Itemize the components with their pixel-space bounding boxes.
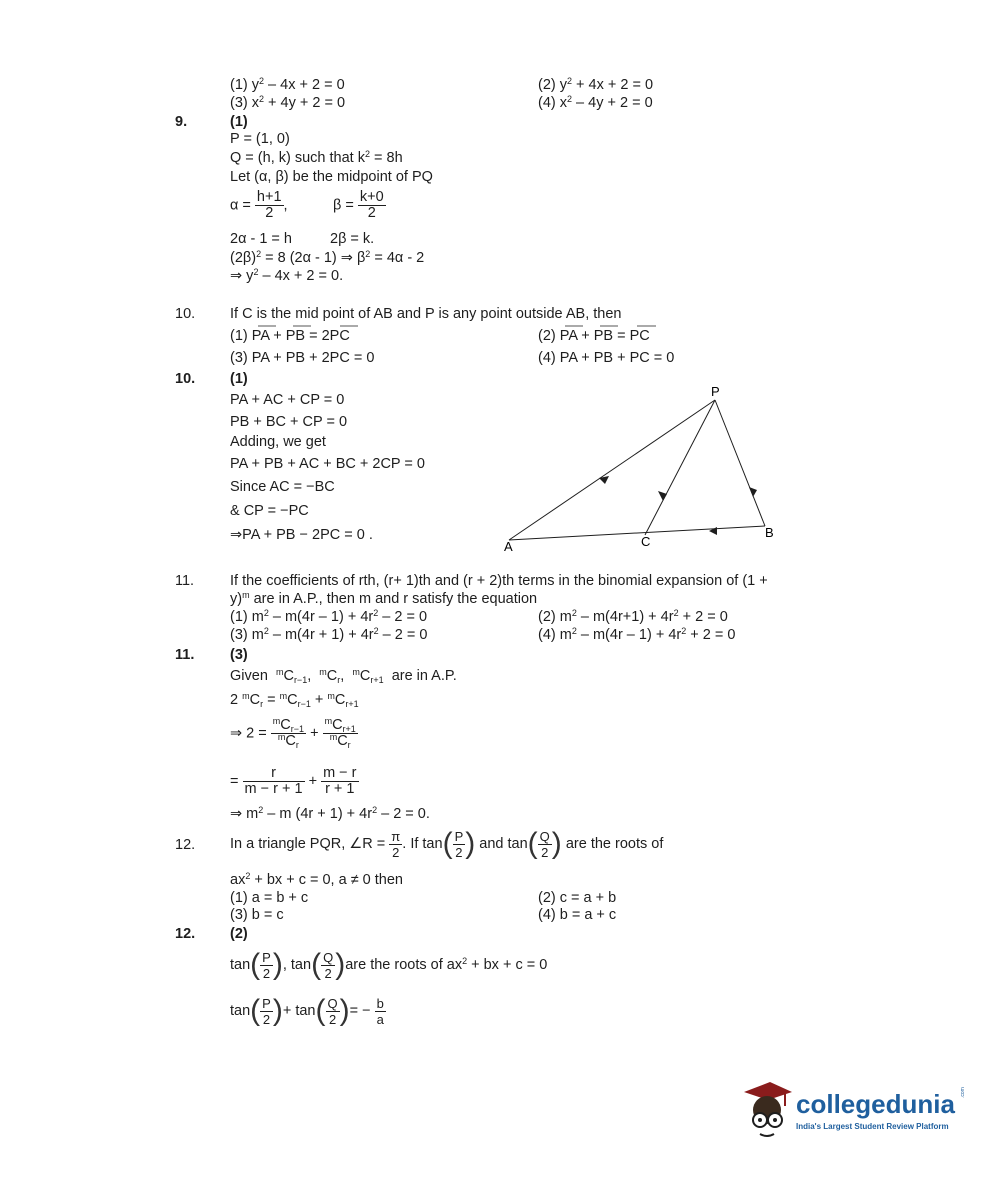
q11-question-line-1: If the coefficients of rth, (r+ 1)th and (r + 2)th terms in the binomial expansion of (1 + [230, 573, 768, 589]
q10-option-2: (2) PA + PB = PC [538, 328, 650, 344]
q9-line-h: 2α - 1 = h [230, 231, 292, 247]
q10-step-5: Since AC = −BC [230, 479, 335, 495]
q10-step-6: & CP = −PC [230, 503, 309, 519]
q10-question: If C is the mid point of AB and P is any point outside AB, then [230, 306, 622, 322]
q11-given-line: Given $^mC_{r-1}$, $^mC_r$, $^mC_{r+1}$ are in A.P. [230, 667, 457, 685]
q12-option-3: (3) b = c [230, 907, 284, 923]
q11-ratio-step: ⇒ 2 = $\frac{^mC_{r-1}}{^mC_r}$ + $\frac{^mC_{r+1}}{^mC_r}$ [230, 716, 356, 750]
q12-solution-line-1: tan( $\frac{P}{2}$ ), tan( $\frac{Q}{2}$ )are the roots of $ax^2$ + bx + c = 0 [230, 948, 548, 982]
segment-pc [645, 400, 715, 535]
q10-step-2: PB + BC + CP = 0 [230, 414, 348, 430]
segment-ab [509, 526, 765, 540]
q10-answer: (1) [230, 371, 248, 387]
q10-triangle-figure [495, 380, 795, 560]
q9-line-q: Q = (h, k) such that $k^2 = 8h$ [230, 149, 403, 166]
q12-question-line-1: In a triangle PQR, ∠R = $\frac{\pi}{2}$ . If tan( $\frac{P}{2}$ ) and tan( $\frac{Q}{2}$ ) are the roots of [230, 827, 664, 861]
q10-number: 10. [175, 306, 196, 322]
q11-option-4: (4) $m^2 - m(4r - 1) + 4r^2 + 2 = 0$ [538, 626, 736, 643]
q11-final-equation: ⇒ $m^2$ – m $(4r + 1) + 4r^2 - 2 = 0$. [230, 805, 430, 822]
q12-solution-line-2: tan( $\frac{P}{2}$ )+ tan( $\frac{Q}{2}$ )= − $\frac{b}{a}$ [230, 994, 384, 1028]
q10-option-4: (4) PA + PB + PC = 0 [538, 350, 675, 366]
q10-step-7: ⇒PA + PB − 2PC = 0 . [230, 527, 373, 543]
q12-question-line-2: $ax^2$ + bx + c = 0, a ≠ 0 then [230, 871, 403, 888]
q11-number: 11. [175, 573, 195, 589]
q10-step-1: PA + AC + CP = 0 [230, 392, 345, 408]
q9-answer: (1) [230, 114, 248, 130]
q9-line-substitute: $(2\beta)^2 = 8$ (2α - 1) ⇒ $\beta^2 = 4\alpha - 2$ [230, 249, 425, 266]
segment-pb [715, 400, 765, 526]
q8-option-2: (2) $y^2 + 4x + 2 = 0$ [538, 76, 654, 93]
q11-option-3: (3) $m^2 - m(4r + 1) + 4r^2 - 2 = 0$ [230, 626, 428, 643]
brand-suffix: .com [960, 1087, 966, 1098]
q12-solution-number: 12. [175, 926, 196, 942]
q11-ap-condition: 2 $^mC_r = ^mC_{r-1} + ^mC_{r+1}$ [230, 691, 359, 709]
q8-option-3: (3) $x^2 + 4y + 2 = 0$ [230, 94, 346, 111]
segment-ap [509, 400, 715, 540]
q9-beta-formula: β = $\frac{k+0}{2}$ [333, 189, 384, 221]
collegedunia-logo[interactable] [740, 1078, 970, 1148]
q12-option-1: (1) a = b + c [230, 890, 309, 906]
label-b: B [765, 525, 774, 540]
label-c: C [641, 534, 651, 549]
label-p: P [711, 384, 720, 399]
label-a: A [504, 539, 513, 554]
q11-question-line-2: y)$^m$ are in A.P., then m and r satisfy the equation [230, 590, 538, 607]
q11-solution-number: 11. [175, 647, 195, 663]
arrow-pb [749, 487, 757, 497]
q10-step-3: Adding, we get [230, 434, 326, 450]
q12-answer: (2) [230, 926, 248, 942]
q9-line-midpoint: Let (α, β) be the midpoint of PQ [230, 169, 433, 185]
brand-tagline: India's Largest Student Review Platform [796, 1122, 949, 1131]
q9-number: 9. [175, 114, 188, 130]
q11-option-2: (2) $m^2 - m(4r+1) + 4r^2 + 2 = 0$ [538, 608, 728, 625]
q9-line-k: 2β = k. [330, 231, 375, 247]
arrow-pc [658, 491, 667, 501]
q8-option-4: (4) $x^2 - 4y + 2 = 0$ [538, 94, 653, 111]
q9-alpha-formula: α = $\frac{h+1}{2}$ , [230, 189, 288, 221]
q12-number: 12. [175, 837, 196, 853]
q8-option-1: (1) $y^2 - 4x + 2 = 0$ [230, 76, 345, 93]
q11-option-1: (1) $m^2 - m(4r - 1) + 4r^2 - 2 = 0$ [230, 608, 428, 625]
q9-line-p: P = (1, 0) [230, 131, 290, 147]
q12-option-4: (4) b = a + c [538, 907, 617, 923]
q10-option-3: (3) PA + PB + 2PC = 0 [230, 350, 375, 366]
q10-step-4: PA + PB + AC + BC + 2CP = 0 [230, 456, 425, 472]
arrow-ap [599, 476, 609, 484]
q10-option-1: (1) PA + PB = 2PC [230, 328, 350, 344]
q9-line-result: ⇒ $y^2 - 4x + 2 = 0$. [230, 267, 344, 284]
q10-solution-number: 10. [175, 371, 196, 387]
q11-answer: (3) [230, 647, 248, 663]
mascot-icon [740, 1078, 794, 1142]
arrow-ba [709, 527, 717, 535]
q11-simplified-step: = $\frac{r}{m - r + 1}$ + $\frac{m - r}{r + 1}$ [230, 765, 357, 797]
brand-name: collegedunia [796, 1089, 955, 1119]
q12-option-2: (2) c = a + b [538, 890, 617, 906]
